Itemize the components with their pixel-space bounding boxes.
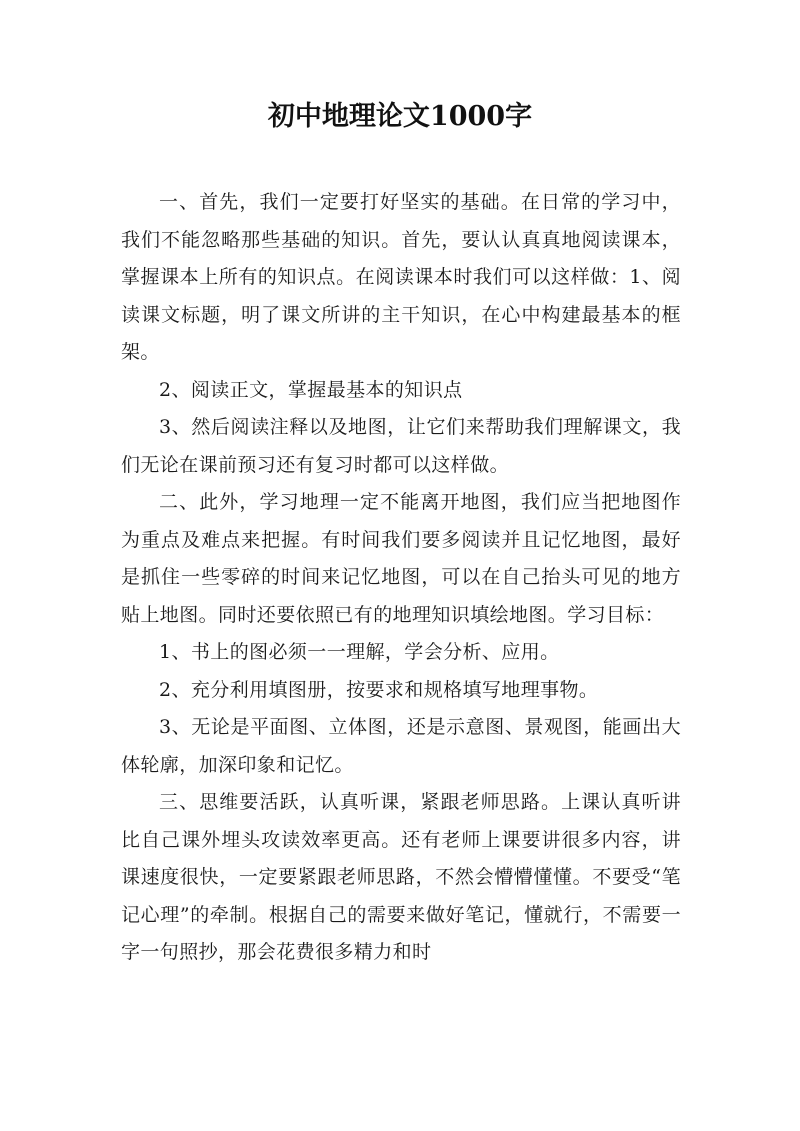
document-title: 初中地理论文1000字 [267, 101, 533, 132]
paragraph-8: 三、思维要活跃，认真听课，紧跟老师思路。上课认真听讲比自己课外埋头攻读效率更高。还有老师上课要讲很多内容，讲课速度很快，一定要紧跟老师思路，不然会懵懵懂懂。不要受“笔记心理”的牵制。根据自己的需要来做好笔记，懂就行，不需要一字一句照抄，那会花费很多精力和时 [121, 791, 681, 963]
paragraph-4: 二、此外，学习地理一定不能离开地图，我们应当把地图作为重点及难点来把握。有时间我们要多阅读并且记忆地图，最好是抓住一些零碎的时间来记忆地图，可以在自己抬头可见的地方贴上地图。同时还要依照已有的地理知识填绘地图。学习目标： [121, 491, 681, 626]
paragraph-3: 3、然后阅读注释以及地图，让它们来帮助我们理解课文，我们无论在课前预习还有复习时都可以这样做。 [121, 416, 681, 476]
paragraph-1: 一、首先，我们一定要打好坚实的基础。在日常的学习中，我们不能忽略那些基础的知识。首先，要认认真真地阅读课本，掌握课本上所有的知识点。在阅读课本时我们可以这样做：1、阅读课文标题，明了课文所讲的主干知识，在心中构建最基本的框架。 [121, 191, 681, 363]
paragraph-6: 2、充分利用填图册，按要求和规格填写地理事物。 [159, 678, 599, 701]
document-body [121, 184, 681, 972]
paragraph-2: 2、阅读正文，掌握最基本的知识点 [159, 378, 463, 401]
paragraph-5: 1、书上的图必须一一理解，学会分析、应用。 [159, 641, 560, 663]
paragraph-7: 3、无论是平面图、立体图，还是示意图、景观图，能画出大体轮廓，加深印象和记忆。 [121, 716, 681, 776]
